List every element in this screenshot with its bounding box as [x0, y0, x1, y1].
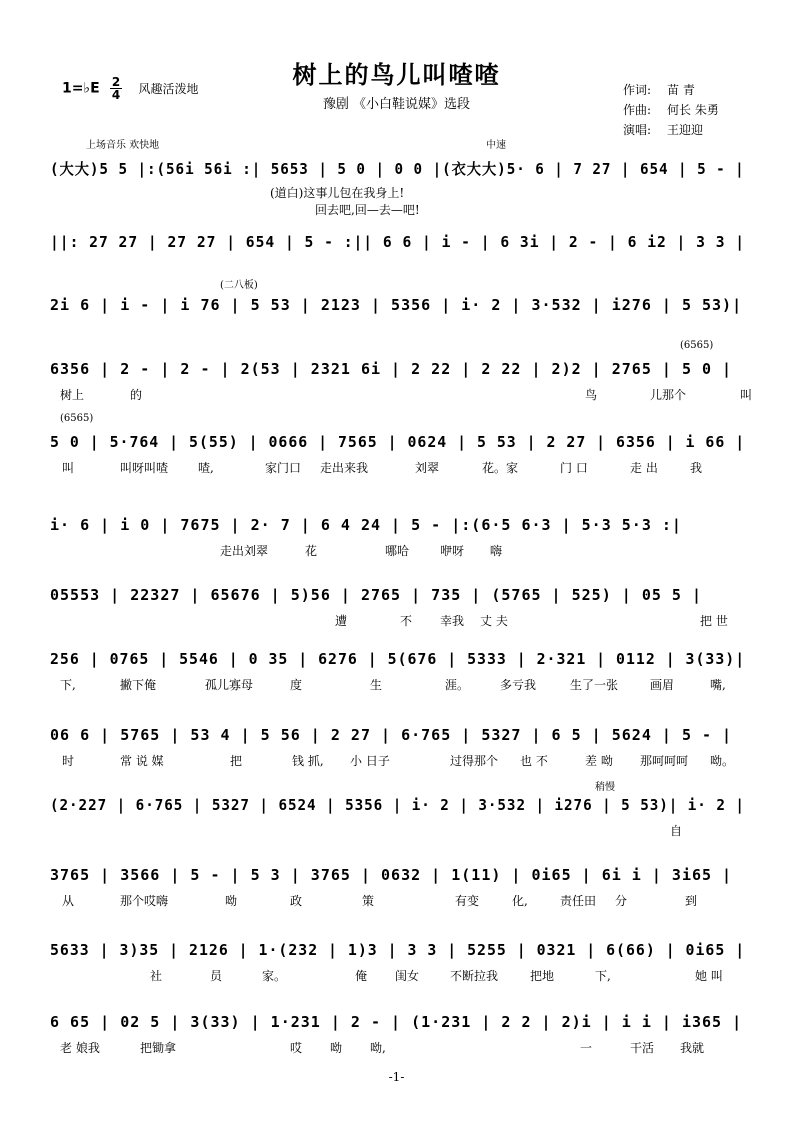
lyric-text: 走出刘翠: [220, 544, 269, 558]
lyric-text: 哪哈: [385, 544, 410, 558]
lyric-text: 分: [615, 894, 628, 908]
lyric-text: 我: [690, 461, 703, 475]
lyric-text: 门 口: [560, 461, 588, 475]
notation-line: 6 65 | 02 5 | 3(33) | 1·231 | 2 - | (1·231 | 2 2 | 2)i | i i | i365 |: [50, 1013, 743, 1031]
lyric-text: 的: [130, 388, 143, 402]
performance-annotation: 上场音乐 欢快地: [86, 140, 160, 151]
lyric-text: 嗨: [490, 544, 503, 558]
notation-line: 05553 | 22327 | 65676 | 5)56 | 2765 | 735 | (5765 | 525) | 05 5 |: [50, 586, 702, 604]
lyric-text: 叫: [62, 461, 75, 475]
notation-line: 3765 | 3566 | 5 - | 5 3 | 3765 | 0632 | 1(11) | 0i65 | 6i i | 3i65 |: [50, 866, 733, 884]
lyric-text: 也 不: [520, 754, 548, 768]
lyric-text: 嘴,: [710, 678, 726, 692]
lyric-text: 我就: [680, 1041, 705, 1055]
lyric-text: 喳,: [198, 461, 214, 475]
song-title: 树上的鸟儿叫喳喳: [292, 60, 501, 89]
lyric-text: 鸟: [585, 388, 598, 402]
lyric-text: 员: [210, 969, 223, 983]
lyric-text: 不: [400, 614, 413, 628]
lyric-text: 呦: [225, 894, 238, 908]
key-signature: 1=♭E: [62, 80, 100, 97]
lyric-text: 社: [150, 969, 163, 983]
lyric-text: (道白)这事儿包在我身上!: [270, 186, 405, 200]
performance-annotation: (6565): [60, 413, 94, 424]
credit-value: 何长 朱勇: [667, 103, 719, 117]
notation-line: 06 6 | 5765 | 53 4 | 5 56 | 2 27 | 6·765 | 5327 | 6 5 | 5624 | 5 - |: [50, 726, 733, 744]
tempo-marking: 风趣活泼地: [138, 81, 199, 96]
notation-line: 256 | 0765 | 5546 | 0 35 | 6276 | 5(676 | 5333 | 2·321 | 0112 | 3(33)|: [50, 650, 746, 668]
lyric-text: 干活: [630, 1041, 655, 1055]
lyric-text: 生: [370, 678, 383, 692]
lyric-text: 把地: [530, 969, 555, 983]
lyric-text: 回去吧,回—去—吧!: [315, 203, 420, 217]
performance-annotation: 中速: [486, 140, 506, 151]
lyric-text: 儿那个: [650, 388, 687, 402]
lyric-text: 不断拉我: [450, 969, 499, 983]
lyric-text: 责任田: [560, 894, 597, 908]
lyric-text: 丈 夫: [480, 614, 508, 628]
lyric-text: 幸我: [440, 614, 465, 628]
credit-label: 演唱:: [623, 123, 652, 137]
lyric-text: 自: [670, 824, 683, 838]
lyric-text: 小 日子: [350, 754, 390, 768]
lyric-text: 走出来我: [320, 461, 369, 475]
credit-value: 苗 青: [667, 83, 695, 97]
lyric-text: 画眉: [650, 678, 675, 692]
lyric-text: 呦,: [370, 1041, 386, 1055]
lyric-text: 树上: [60, 388, 85, 402]
notation-line: i· 6 | i 0 | 7675 | 2· 7 | 6 4 24 | 5 - |:(6·5 6·3 | 5·3 5·3 :|: [50, 516, 682, 534]
performance-annotation: 稍慢: [595, 782, 615, 793]
lyric-text: 有变: [455, 894, 480, 908]
lyric-text: 常 说 媒: [120, 754, 164, 768]
lyric-text: 政: [290, 894, 303, 908]
lyric-text: 孤儿寡母: [205, 678, 254, 692]
lyric-text: 那个哎嗨: [120, 894, 169, 908]
notation-line: (2·227 | 6·765 | 5327 | 6524 | 5356 | i· 2 | 3·532 | i276 | 5 53)| i· 2 |: [50, 796, 745, 814]
song-subtitle: 豫剧 《小白鞋说媒》选段: [322, 97, 471, 112]
notation-line: ||: 27 27 | 27 27 | 654 | 5 - :|| 6 6 | i - | 6 3i | 2 - | 6 i2 | 3 3 |: [50, 233, 746, 251]
lyric-text: 呦: [330, 1041, 343, 1055]
lyric-text: 过得那个: [450, 754, 499, 768]
lyric-text: 咿呀: [440, 544, 465, 558]
lyric-text: 把锄拿: [140, 1041, 177, 1055]
lyric-text: 刘翠: [415, 461, 440, 475]
lyric-text: 闺女: [395, 969, 420, 983]
lyric-text: 把 世: [700, 614, 728, 628]
time-signature: [110, 76, 122, 101]
lyric-text: 哎: [290, 1041, 303, 1055]
lyric-text: 呦。: [710, 754, 735, 768]
lyric-text: 下,: [595, 969, 611, 983]
lyric-text: 家。: [262, 969, 287, 983]
lyric-text: 一: [580, 1041, 593, 1055]
lyric-text: 把: [230, 754, 243, 768]
lyric-text: 策: [362, 894, 375, 908]
lyric-text: 她 叫: [695, 969, 723, 983]
credit-lyricist: [623, 80, 719, 100]
credit-singer: [623, 120, 719, 140]
notation-line: (大大)5 5 |:(56i 56i :| 5653 | 5 0 | 0 0 |(衣大大)5· 6 | 7 27 | 654 | 5 - |: [50, 160, 745, 178]
notation-line: 2i 6 | i - | i 76 | 5 53 | 2123 | 5356 | i· 2 | 3·532 | i276 | 5 53)|: [50, 296, 743, 314]
credits: [623, 80, 719, 140]
lyric-text: 花。家: [482, 461, 519, 475]
time-signature-bottom: 4: [111, 88, 121, 102]
lyric-text: 从: [62, 894, 75, 908]
lyric-text: 叫呀叫喳: [120, 461, 169, 475]
lyric-text: 撇下俺: [120, 678, 157, 692]
credit-label: 作曲:: [623, 103, 652, 117]
notation-line: 5633 | 3)35 | 2126 | 1·(232 | 1)3 | 3 3 | 5255 | 0321 | 6(66) | 0i65 |: [50, 941, 746, 959]
lyric-text: 差 呦: [585, 754, 613, 768]
lyric-text: 多亏我: [500, 678, 537, 692]
lyric-text: 时: [62, 754, 75, 768]
lyric-text: 花: [305, 544, 318, 558]
lyric-text: 叫: [740, 388, 753, 402]
lyric-text: 到: [685, 894, 698, 908]
lyric-text: 俺: [355, 969, 368, 983]
credit-label: 作词:: [623, 83, 652, 97]
page-number: -1-: [388, 1070, 405, 1084]
performance-annotation: (6565): [680, 340, 714, 351]
lyric-text: 化,: [512, 894, 528, 908]
key-signature-area: [62, 76, 199, 101]
credit-composer: [623, 100, 719, 120]
credit-value: 王迎迎: [667, 123, 704, 137]
lyric-text: 度: [290, 678, 303, 692]
time-signature-top: 2: [111, 75, 121, 89]
lyric-text: 涯。: [445, 678, 470, 692]
notation-line: 6356 | 2 - | 2 - | 2(53 | 2321 6i | 2 22 | 2 22 | 2)2 | 2765 | 5 0 |: [50, 360, 733, 378]
lyric-text: 钱 抓,: [292, 754, 324, 768]
performance-annotation: (二八板): [220, 280, 258, 291]
lyric-text: 老 娘我: [60, 1041, 100, 1055]
notation-line: 5 0 | 5·764 | 5(55) | 0666 | 7565 | 0624 | 5 53 | 2 27 | 6356 | i 66 |: [50, 433, 746, 451]
lyric-text: 走 出: [630, 461, 658, 475]
lyric-text: 遭: [335, 614, 348, 628]
lyric-text: 那呵呵呵: [640, 754, 689, 768]
lyric-text: 下,: [60, 678, 76, 692]
lyric-text: 家门口: [265, 461, 302, 475]
lyric-text: 生了一张: [570, 678, 619, 692]
